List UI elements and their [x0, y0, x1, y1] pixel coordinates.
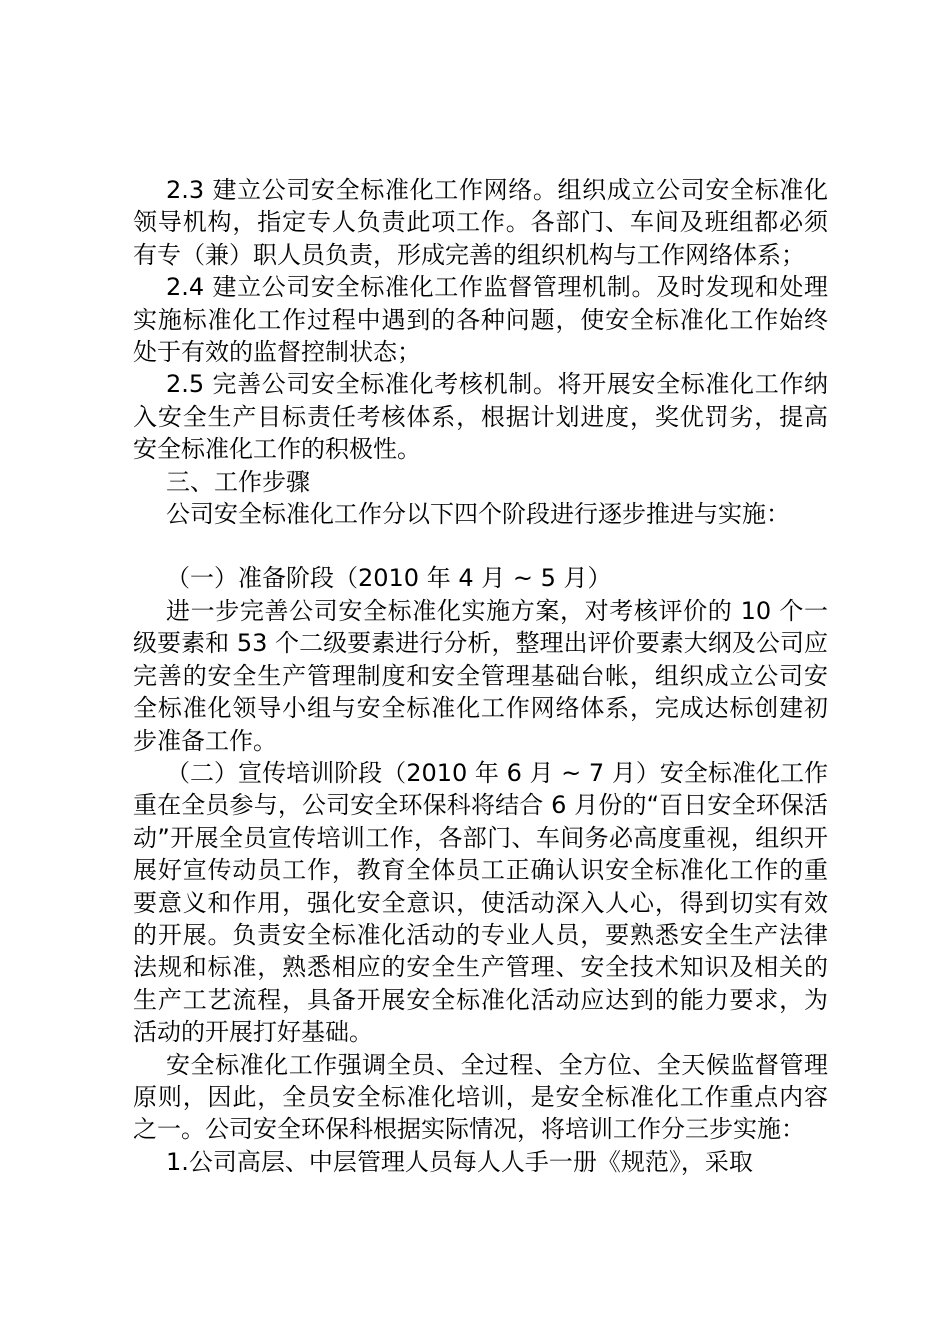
- stage-1-heading: （一）准备阶段（2010 年 4 月 ~ 5 月）: [166, 564, 612, 593]
- paragraph-2-5-assessment: 2.5 完善公司安全标准化考核机制。将开展安全标准化工作纳入安全生产目标责任考核体系，根据计划进度，奖优罚劣，提高安全标准化工作的积极性。: [133, 370, 828, 464]
- paragraph-training-principle: 安全标准化工作强调全员、全过程、全方位、全天候监督管理原则，因此，全员安全标准化培训，是安全标准化工作重点内容之一。公司安全环保科根据实际情况，将培训工作分三步实施：: [133, 1050, 828, 1144]
- document-body: [133, 174, 828, 1178]
- paragraph-four-stages-intro: 公司安全标准化工作分以下四个阶段进行逐步推进与实施：: [166, 500, 790, 529]
- paragraph-2-4-supervision: 2.4 建立公司安全标准化工作监督管理机制。及时发现和处理实施标准化工作过程中遇到的各种问题，使安全标准化工作始终处于有效的监督控制状态；: [133, 273, 828, 367]
- section-heading-work-steps: 三、工作步骤: [166, 467, 310, 496]
- paragraph-training-step-1: 1.公司高层、中层管理人员每人人手一册《规范》，采取: [166, 1147, 753, 1176]
- paragraph-2-3-network: 2.3 建立公司安全标准化工作网络。组织成立公司安全标准化领导机构，指定专人负责此项工作。各部门、车间及班组都必须有专（兼）职人员负责，形成完善的组织机构与工作网络体系；: [133, 176, 828, 269]
- stage-2-body: （二）宣传培训阶段（2010 年 6 月 ~ 7 月）安全标准化工作重在全员参与，公司安全环保科将结合 6 月份的“百日安全环保活动”开展全员宣传培训工作，各部门、车间务必高度重视，组织开展好宣传动员工作，教育全体员工正确认识安全标准化工作的重要意义和作用，强化安全意识，使活动深入人心，得到切实有效的开展。负责安全标准化活动的专业人员，要熟悉安全生产法律法规和标准，熟悉相应的安全生产管理、安全技术知识及相关的生产工艺流程，具备开展安全标准化活动应达到的能力要求，为活动的开展打好基础。: [133, 758, 828, 1047]
- stage-1-body: 进一步完善公司安全标准化实施方案，对考核评价的 10 个一级要素和 53 个二级要素进行分析，整理出评价要素大纲及公司应完善的安全生产管理制度和安全管理基础台帐，组织成立公司安全标准化领导小组与安全标准化工作网络体系，完成达标创建初步准备工作。: [133, 596, 828, 755]
